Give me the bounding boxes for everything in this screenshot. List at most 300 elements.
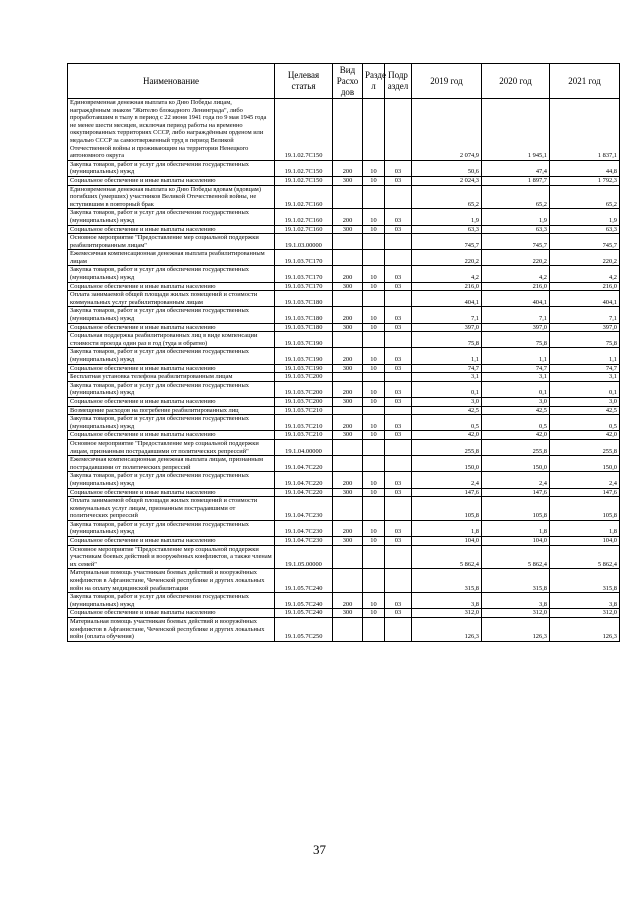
cell-2019: 0,5 xyxy=(412,415,482,431)
cell-podrazdel xyxy=(385,185,412,209)
cell-podrazdel: 03 xyxy=(385,323,412,332)
cell-code: 19.1.04.7С220 xyxy=(275,456,333,472)
cell-podrazdel: 03 xyxy=(385,431,412,440)
cell-code: 19.1.03.7С180 xyxy=(275,323,333,332)
cell-vid: 200 xyxy=(333,472,363,488)
cell-2020: 2,4 xyxy=(482,472,550,488)
cell-vid: 200 xyxy=(333,520,363,536)
cell-2019: 315,8 xyxy=(412,569,482,593)
cell-2020: 150,0 xyxy=(482,456,550,472)
table-row xyxy=(68,176,620,185)
cell-2020: 745,7 xyxy=(482,234,550,250)
cell-2021: 1 837,1 xyxy=(550,99,620,161)
header-row xyxy=(68,64,620,99)
cell-2019: 404,1 xyxy=(412,291,482,307)
cell-2021: 65,2 xyxy=(550,185,620,209)
cell-2019: 65,2 xyxy=(412,185,482,209)
cell-razdel xyxy=(363,497,385,521)
cell-code: 19.1.03.7С200 xyxy=(275,373,333,382)
cell-2021: 397,0 xyxy=(550,323,620,332)
cell-vid: 200 xyxy=(333,307,363,323)
cell-vid: 200 xyxy=(333,381,363,397)
cell-code: 19.1.03.7С210 xyxy=(275,406,333,415)
cell-podrazdel: 03 xyxy=(385,348,412,364)
cell-2021: 1 792,3 xyxy=(550,176,620,185)
cell-vid: 200 xyxy=(333,160,363,176)
cell-2021: 75,8 xyxy=(550,332,620,348)
cell-name: Социальное обеспечение и иные выплаты населению xyxy=(68,364,275,373)
cell-name: Закупка товаров, работ и услуг для обеспечения государственных (муниципальных) нужд xyxy=(68,209,275,225)
cell-2021: 1,1 xyxy=(550,348,620,364)
cell-vid xyxy=(333,439,363,455)
cell-vid: 200 xyxy=(333,266,363,282)
cell-podrazdel xyxy=(385,250,412,266)
cell-podrazdel xyxy=(385,497,412,521)
cell-code: 19.1.05.00000 xyxy=(275,545,333,569)
cell-2021: 220,2 xyxy=(550,250,620,266)
cell-vid: 200 xyxy=(333,209,363,225)
cell-razdel xyxy=(363,569,385,593)
table-row xyxy=(68,250,620,266)
cell-2021: 0,1 xyxy=(550,381,620,397)
cell-2020: 74,7 xyxy=(482,364,550,373)
cell-podrazdel: 03 xyxy=(385,415,412,431)
cell-2020: 1,1 xyxy=(482,348,550,364)
cell-code: 19.1.02.7С150 xyxy=(275,99,333,161)
cell-2021: 1,8 xyxy=(550,520,620,536)
cell-podrazdel: 03 xyxy=(385,488,412,497)
cell-code: 19.1.02.7С160 xyxy=(275,185,333,209)
cell-razdel: 10 xyxy=(363,472,385,488)
cell-2021: 3,1 xyxy=(550,373,620,382)
cell-razdel: 10 xyxy=(363,209,385,225)
cell-2019: 50,6 xyxy=(412,160,482,176)
cell-2020: 216,0 xyxy=(482,282,550,291)
cell-podrazdel: 03 xyxy=(385,593,412,609)
cell-name: Закупка товаров, работ и услуг для обеспечения государственных (муниципальных) нужд xyxy=(68,415,275,431)
cell-name: Закупка товаров, работ и услуг для обеспечения государственных (муниципальных) нужд xyxy=(68,381,275,397)
cell-code: 19.1.03.7С190 xyxy=(275,332,333,348)
cell-razdel xyxy=(363,439,385,455)
cell-code: 19.1.04.7С230 xyxy=(275,497,333,521)
budget-table xyxy=(67,63,620,642)
cell-code: 19.1.03.7С200 xyxy=(275,397,333,406)
cell-razdel xyxy=(363,250,385,266)
cell-code: 19.1.04.7С230 xyxy=(275,520,333,536)
table-row xyxy=(68,397,620,406)
cell-2021: 42,0 xyxy=(550,431,620,440)
cell-code: 19.1.05.7С240 xyxy=(275,593,333,609)
cell-code: 19.1.03.7С190 xyxy=(275,348,333,364)
cell-2019: 220,2 xyxy=(412,250,482,266)
cell-2020: 75,8 xyxy=(482,332,550,348)
cell-razdel xyxy=(363,406,385,415)
cell-2019: 2,4 xyxy=(412,472,482,488)
cell-code: 19.1.03.7С200 xyxy=(275,381,333,397)
cell-razdel: 10 xyxy=(363,266,385,282)
table-row xyxy=(68,348,620,364)
cell-name: Закупка товаров, работ и услуг для обеспечения государственных (муниципальных) нужд xyxy=(68,472,275,488)
header-cell: Целевая статья xyxy=(275,64,333,99)
cell-2021: 315,8 xyxy=(550,569,620,593)
cell-2021: 3,8 xyxy=(550,593,620,609)
table-header xyxy=(68,64,620,99)
cell-podrazdel xyxy=(385,234,412,250)
cell-2020: 47,4 xyxy=(482,160,550,176)
cell-code: 19.1.04.00000 xyxy=(275,439,333,455)
cell-code: 19.1.03.7С170 xyxy=(275,266,333,282)
cell-2019: 397,0 xyxy=(412,323,482,332)
cell-2021: 44,8 xyxy=(550,160,620,176)
cell-2019: 255,8 xyxy=(412,439,482,455)
table-row xyxy=(68,381,620,397)
cell-name: Оплата занимаемой общей площади жилых помещений и стоимости коммунальных услуг реабилитированным лицам xyxy=(68,291,275,307)
header-cell: Подр аздел xyxy=(385,64,412,99)
cell-razdel: 10 xyxy=(363,176,385,185)
table-row xyxy=(68,488,620,497)
cell-vid: 300 xyxy=(333,431,363,440)
cell-vid xyxy=(333,618,363,642)
cell-name: Закупка товаров, работ и услуг для обеспечения государственных (муниципальных) нужд xyxy=(68,520,275,536)
cell-2020: 65,2 xyxy=(482,185,550,209)
cell-2020: 104,0 xyxy=(482,537,550,546)
cell-code: 19.1.05.7С240 xyxy=(275,609,333,618)
cell-vid xyxy=(333,250,363,266)
cell-code: 19.1.03.7С170 xyxy=(275,282,333,291)
cell-2021: 0,5 xyxy=(550,415,620,431)
header-cell: Разде л xyxy=(363,64,385,99)
cell-podrazdel: 03 xyxy=(385,397,412,406)
cell-2020: 63,3 xyxy=(482,225,550,234)
cell-2020: 3,1 xyxy=(482,373,550,382)
cell-razdel: 10 xyxy=(363,537,385,546)
cell-podrazdel xyxy=(385,99,412,161)
table-row xyxy=(68,266,620,282)
cell-2021: 147,6 xyxy=(550,488,620,497)
cell-2021: 105,8 xyxy=(550,497,620,521)
cell-vid xyxy=(333,291,363,307)
cell-code: 19.1.05.7С250 xyxy=(275,618,333,642)
cell-2021: 312,0 xyxy=(550,609,620,618)
cell-name: Социальное обеспечение и иные выплаты населению xyxy=(68,609,275,618)
cell-podrazdel xyxy=(385,373,412,382)
cell-podrazdel xyxy=(385,406,412,415)
cell-razdel: 10 xyxy=(363,307,385,323)
cell-razdel xyxy=(363,545,385,569)
cell-vid: 300 xyxy=(333,225,363,234)
cell-razdel xyxy=(363,291,385,307)
cell-podrazdel xyxy=(385,618,412,642)
cell-code: 19.1.03.7С170 xyxy=(275,250,333,266)
cell-2019: 104,0 xyxy=(412,537,482,546)
header-cell: 2021 год xyxy=(550,64,620,99)
cell-code: 19.1.02.7С150 xyxy=(275,160,333,176)
cell-2019: 312,0 xyxy=(412,609,482,618)
cell-code: 19.1.04.7С220 xyxy=(275,488,333,497)
cell-2021: 5 862,4 xyxy=(550,545,620,569)
cell-code: 19.1.02.7С160 xyxy=(275,209,333,225)
cell-2020: 397,0 xyxy=(482,323,550,332)
cell-razdel: 10 xyxy=(363,593,385,609)
cell-podrazdel: 03 xyxy=(385,381,412,397)
cell-vid xyxy=(333,99,363,161)
cell-2021: 150,0 xyxy=(550,456,620,472)
cell-2019: 3,0 xyxy=(412,397,482,406)
cell-vid: 300 xyxy=(333,537,363,546)
cell-podrazdel xyxy=(385,456,412,472)
cell-razdel xyxy=(363,99,385,161)
cell-2021: 255,8 xyxy=(550,439,620,455)
cell-code: 19.1.04.7С220 xyxy=(275,472,333,488)
table-row xyxy=(68,618,620,642)
cell-name: Закупка товаров, работ и услуг для обеспечения государственных (муниципальных) нужд xyxy=(68,348,275,364)
cell-name: Материальная помощь участникам боевых действий и вооружённых конфликтов в Афганистане, Чеченской республике и других локальных войн на оплату медицинской реабилитации xyxy=(68,569,275,593)
cell-name: Основное мероприятие "Предоставление мер социальной поддержки участникам боевых действий и вооружённых конфликтов, а также членам их семей" xyxy=(68,545,275,569)
table-body xyxy=(68,99,620,642)
budget-table-sheet xyxy=(67,63,619,642)
cell-2021: 7,1 xyxy=(550,307,620,323)
cell-name: Материальная помощь участникам боевых действий и вооружённых конфликтов в Афганистане, Чеченской республике и других локальных войн (оплата обучения) xyxy=(68,618,275,642)
cell-2019: 63,3 xyxy=(412,225,482,234)
cell-2020: 147,6 xyxy=(482,488,550,497)
cell-vid: 300 xyxy=(333,397,363,406)
cell-razdel: 10 xyxy=(363,282,385,291)
cell-razdel: 10 xyxy=(363,520,385,536)
table-row xyxy=(68,291,620,307)
cell-2020: 3,8 xyxy=(482,593,550,609)
cell-vid xyxy=(333,406,363,415)
cell-name: Основное мероприятие "Предоставление мер социальной поддержки реабилитированным лицам" xyxy=(68,234,275,250)
cell-2020: 42,5 xyxy=(482,406,550,415)
table-row xyxy=(68,364,620,373)
cell-2020: 315,8 xyxy=(482,569,550,593)
cell-podrazdel xyxy=(385,291,412,307)
cell-razdel: 10 xyxy=(363,323,385,332)
cell-razdel xyxy=(363,456,385,472)
cell-2019: 42,0 xyxy=(412,431,482,440)
cell-2021: 104,0 xyxy=(550,537,620,546)
cell-razdel xyxy=(363,618,385,642)
table-row xyxy=(68,456,620,472)
table-row xyxy=(68,431,620,440)
table-row xyxy=(68,323,620,332)
cell-name: Социальная поддержка реабилитированных лиц в виде компенсации стоимости проезда один раз в год (туда и обратно) xyxy=(68,332,275,348)
cell-2020: 1 945,1 xyxy=(482,99,550,161)
cell-razdel xyxy=(363,234,385,250)
cell-vid: 300 xyxy=(333,364,363,373)
header-cell: 2019 год xyxy=(412,64,482,99)
table-row xyxy=(68,472,620,488)
cell-2019: 126,3 xyxy=(412,618,482,642)
cell-name: Основное мероприятие "Предоставление мер социальной поддержки лицам, признанным пострадавшими от политических репрессий" xyxy=(68,439,275,455)
cell-vid xyxy=(333,569,363,593)
cell-podrazdel: 03 xyxy=(385,307,412,323)
cell-name: Социальное обеспечение и иные выплаты населению xyxy=(68,397,275,406)
cell-2020: 255,8 xyxy=(482,439,550,455)
cell-2019: 7,1 xyxy=(412,307,482,323)
cell-code: 19.1.02.7С160 xyxy=(275,225,333,234)
cell-vid: 300 xyxy=(333,488,363,497)
cell-2020: 126,3 xyxy=(482,618,550,642)
cell-2019: 2 074,9 xyxy=(412,99,482,161)
cell-2020: 1,8 xyxy=(482,520,550,536)
table-row xyxy=(68,99,620,161)
table-row xyxy=(68,373,620,382)
cell-razdel: 10 xyxy=(363,364,385,373)
cell-2021: 42,5 xyxy=(550,406,620,415)
header-cell: Вид Расхо дов xyxy=(333,64,363,99)
cell-name: Ежемесячная компенсационная денежная выплата лицам, признанным пострадавшими от политических репрессий xyxy=(68,456,275,472)
table-row xyxy=(68,307,620,323)
cell-podrazdel: 03 xyxy=(385,609,412,618)
cell-razdel: 10 xyxy=(363,381,385,397)
cell-podrazdel: 03 xyxy=(385,225,412,234)
cell-vid: 200 xyxy=(333,415,363,431)
cell-name: Социальное обеспечение и иные выплаты населению xyxy=(68,537,275,546)
cell-name: Социальное обеспечение и иные выплаты населению xyxy=(68,488,275,497)
cell-2020: 3,0 xyxy=(482,397,550,406)
cell-name: Социальное обеспечение и иные выплаты населению xyxy=(68,176,275,185)
table-row xyxy=(68,593,620,609)
table-row xyxy=(68,439,620,455)
cell-vid xyxy=(333,545,363,569)
cell-podrazdel: 03 xyxy=(385,537,412,546)
header-cell: 2020 год xyxy=(482,64,550,99)
cell-razdel xyxy=(363,373,385,382)
cell-name: Единовременная денежная выплата ко Дню Победы вдовам (вдовцам) погибших (умерших) участников Великой Отечественной войны, не вступившим в повторный брак xyxy=(68,185,275,209)
cell-2019: 150,0 xyxy=(412,456,482,472)
cell-2020: 220,2 xyxy=(482,250,550,266)
cell-2020: 1,9 xyxy=(482,209,550,225)
cell-podrazdel: 03 xyxy=(385,209,412,225)
cell-name: Единовременная денежная выплата ко Дню Победы лицам, награждённым знаком "Жителю блокадного Ленинграда", либо проработавшим в тылу в период с 22 июня 1941 года по 9 мая 1945 года не менее шести месяцев, исключая период работы на временно оккупированных территориях СССР, либо награждённым орденом или медалью СССР за самоотверженный труд в период Великой Отечественной войны и проживающим на территории Ненецкого автономного округа xyxy=(68,99,275,161)
table-row xyxy=(68,282,620,291)
cell-name: Возмещение расходов на погребение реабилитированных лиц xyxy=(68,406,275,415)
table-row xyxy=(68,520,620,536)
cell-podrazdel: 03 xyxy=(385,160,412,176)
cell-2020: 42,0 xyxy=(482,431,550,440)
cell-2021: 1,9 xyxy=(550,209,620,225)
table-row xyxy=(68,160,620,176)
cell-podrazdel xyxy=(385,439,412,455)
cell-2021: 63,3 xyxy=(550,225,620,234)
cell-razdel: 10 xyxy=(363,160,385,176)
cell-2021: 216,0 xyxy=(550,282,620,291)
cell-vid: 300 xyxy=(333,176,363,185)
cell-name: Ежемесячная компенсационная денежная выплата реабилитированным лицам xyxy=(68,250,275,266)
cell-2019: 1,8 xyxy=(412,520,482,536)
table-row xyxy=(68,569,620,593)
cell-code: 19.1.03.7С180 xyxy=(275,307,333,323)
table-row xyxy=(68,609,620,618)
cell-2019: 216,0 xyxy=(412,282,482,291)
cell-razdel: 10 xyxy=(363,225,385,234)
cell-2019: 4,2 xyxy=(412,266,482,282)
cell-razdel: 10 xyxy=(363,431,385,440)
cell-2021: 3,0 xyxy=(550,397,620,406)
cell-code: 19.1.03.7С190 xyxy=(275,364,333,373)
table-row xyxy=(68,185,620,209)
cell-2019: 1,1 xyxy=(412,348,482,364)
cell-vid: 300 xyxy=(333,609,363,618)
cell-vid: 300 xyxy=(333,323,363,332)
cell-2019: 745,7 xyxy=(412,234,482,250)
cell-2019: 42,5 xyxy=(412,406,482,415)
cell-podrazdel: 03 xyxy=(385,364,412,373)
cell-name: Закупка товаров, работ и услуг для обеспечения государственных (муниципальных) нужд xyxy=(68,160,275,176)
cell-name: Закупка товаров, работ и услуг для обеспечения государственных (муниципальных) нужд xyxy=(68,307,275,323)
cell-code: 19.1.03.7С210 xyxy=(275,431,333,440)
cell-2020: 312,0 xyxy=(482,609,550,618)
cell-2020: 404,1 xyxy=(482,291,550,307)
table-row xyxy=(68,209,620,225)
table-row xyxy=(68,537,620,546)
cell-2020: 105,8 xyxy=(482,497,550,521)
cell-2019: 75,8 xyxy=(412,332,482,348)
cell-code: 19.1.03.7С180 xyxy=(275,291,333,307)
cell-2019: 3,8 xyxy=(412,593,482,609)
cell-vid xyxy=(333,185,363,209)
cell-podrazdel xyxy=(385,332,412,348)
table-row xyxy=(68,234,620,250)
table-row xyxy=(68,415,620,431)
cell-code: 19.1.05.7С240 xyxy=(275,569,333,593)
cell-podrazdel xyxy=(385,545,412,569)
table-row xyxy=(68,225,620,234)
cell-vid xyxy=(333,456,363,472)
cell-vid xyxy=(333,373,363,382)
cell-vid xyxy=(333,234,363,250)
cell-2019: 74,7 xyxy=(412,364,482,373)
cell-podrazdel xyxy=(385,569,412,593)
cell-2020: 4,2 xyxy=(482,266,550,282)
cell-vid: 200 xyxy=(333,348,363,364)
cell-name: Социальное обеспечение и иные выплаты населению xyxy=(68,282,275,291)
cell-razdel xyxy=(363,332,385,348)
cell-2020: 0,1 xyxy=(482,381,550,397)
cell-2019: 105,8 xyxy=(412,497,482,521)
cell-2019: 147,6 xyxy=(412,488,482,497)
cell-vid xyxy=(333,497,363,521)
cell-2021: 745,7 xyxy=(550,234,620,250)
cell-name: Закупка товаров, работ и услуг для обеспечения государственных (муниципальных) нужд xyxy=(68,593,275,609)
cell-podrazdel: 03 xyxy=(385,282,412,291)
cell-2020: 1 897,7 xyxy=(482,176,550,185)
table-row xyxy=(68,332,620,348)
cell-razdel: 10 xyxy=(363,609,385,618)
cell-razdel: 10 xyxy=(363,348,385,364)
cell-code: 19.1.03.7С210 xyxy=(275,415,333,431)
table-row xyxy=(68,406,620,415)
cell-razdel: 10 xyxy=(363,488,385,497)
cell-2019: 1,9 xyxy=(412,209,482,225)
cell-code: 19.1.03.00000 xyxy=(275,234,333,250)
cell-2020: 5 862,4 xyxy=(482,545,550,569)
header-cell: Наименование xyxy=(68,64,275,99)
cell-2019: 0,1 xyxy=(412,381,482,397)
cell-podrazdel: 03 xyxy=(385,520,412,536)
cell-vid: 200 xyxy=(333,593,363,609)
cell-vid xyxy=(333,332,363,348)
cell-name: Оплата занимаемой общей площади жилых помещений и стоимости коммунальных услуг лицам, признанным пострадавшими от политических репрессий xyxy=(68,497,275,521)
page-number: 37 xyxy=(313,842,326,857)
cell-2020: 0,5 xyxy=(482,415,550,431)
cell-2019: 2 024,3 xyxy=(412,176,482,185)
table-row xyxy=(68,497,620,521)
cell-razdel xyxy=(363,185,385,209)
cell-name: Социальное обеспечение и иные выплаты населению xyxy=(68,225,275,234)
cell-name: Бесплатная установка телефона реабилитированным лицам xyxy=(68,373,275,382)
